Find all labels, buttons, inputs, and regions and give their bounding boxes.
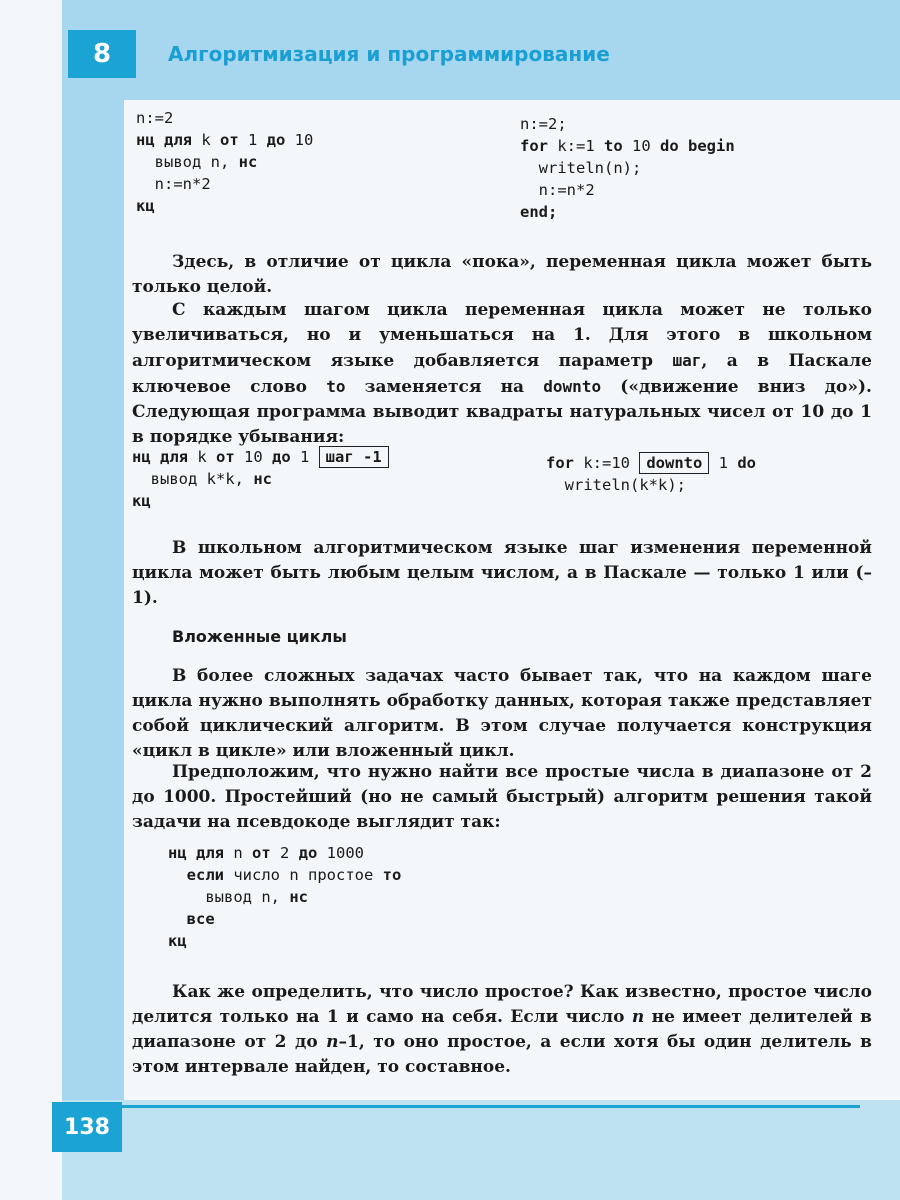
code-text: k:=10 (574, 454, 640, 472)
code-text: 10 (285, 131, 314, 149)
code-block-2-algorithmic (132, 446, 389, 512)
chapter-title: Алгоритмизация и программирование (168, 42, 610, 66)
chapter-number: 8 (68, 30, 136, 78)
keyword-to: to (326, 377, 346, 396)
footer-band (62, 1100, 900, 1200)
code-text: 1 (709, 454, 738, 472)
code-line: writeln(n); (520, 159, 642, 177)
paragraph-6: Как же определить, что число простое? Как известно, простое число делится только на 1 и само на себя. Если число n не имеет делителей в диапазоне от 2 до n–1, то оно простое, а если хотя бы один делитель в этом интервале найден, то составное. (132, 982, 872, 1077)
code-keyword: end; (520, 203, 558, 221)
keyword-shag: шаг (672, 351, 702, 370)
paragraph-5: Предположим, что нужно найти все простые числа в диапазоне от 2 до 1000. Простейший (но не самый быстрый) алгоритм решения такой задачи на псевдокоде выглядит так: (132, 762, 872, 832)
code-line: n:=2 (136, 109, 174, 127)
code-keyword: нс (253, 470, 272, 488)
code-text: 1000 (317, 844, 365, 862)
code-text: k (188, 448, 216, 466)
step-box: шаг -1 (319, 446, 389, 468)
code-block-1-pascal (520, 113, 735, 223)
code-text: вывод n, (136, 153, 239, 171)
variable-n: n (631, 1007, 645, 1027)
code-keyword: от (252, 844, 271, 862)
code-keyword: кц (132, 492, 151, 510)
code-text: вывод n, (168, 888, 290, 906)
code-keyword: for (520, 137, 548, 155)
paragraph-2: С каждым шагом цикла переменная цикла может не только увеличиваться, но и уменьшаться на 1. Для этого в школьном алгоритмическом языке добавляется параметр шаг, а в Паскале ключевое слово to заменяется на downto («движение вниз до»). Следующая программа выводит квадраты натуральных чисел от 10 до 1 в порядке убывания: (132, 300, 872, 447)
code-keyword: нц для (136, 131, 192, 149)
code-block-1-algorithmic (136, 107, 313, 217)
code-keyword: do (737, 454, 756, 472)
code-keyword: от (216, 448, 235, 466)
code-keyword: то (382, 866, 402, 884)
code-keyword: если (168, 866, 224, 884)
code-text: 1 (238, 131, 267, 149)
code-text: 1 (290, 448, 319, 466)
code-text: вывод k*k, (132, 470, 254, 488)
term-nested-loop: вложенный цикл (335, 741, 509, 761)
page-number: 138 (52, 1102, 122, 1152)
code-line: n:=n*2 (136, 175, 211, 193)
code-text: 10 (622, 137, 660, 155)
code-text: k (192, 131, 220, 149)
code-keyword: до (298, 844, 318, 862)
paragraph-3: В школьном алгоритмическом языке шаг изменения переменной цикла может быть любым целым числом, а в Паскале — только 1 или (–1). (132, 538, 872, 608)
code-keyword: нс (289, 888, 308, 906)
code-keyword: for (546, 454, 574, 472)
paragraph-4: В более сложных задачах часто бывает так, что на каждом шаге цикла нужно выполнять обработку данных, которая также представляет собой циклический алгоритм. В этом случае получается конструкция «цикл в цикле» или вложенный цикл. (132, 666, 872, 761)
code-keyword: кц (136, 197, 155, 215)
code-text: 2 (270, 844, 299, 862)
code-block-2-pascal (546, 452, 756, 496)
code-keyword: кц (168, 932, 187, 950)
paragraph-1: Здесь, в отличие от цикла «пока», переменная цикла может быть только целой. (132, 252, 872, 297)
code-text: число n простое (224, 866, 383, 884)
code-line: n:=n*2 (520, 181, 595, 199)
code-block-3 (168, 842, 401, 952)
code-keyword: до (266, 131, 286, 149)
keyword-downto: downto (543, 377, 602, 396)
code-keyword: от (220, 131, 239, 149)
code-text: k:=1 (548, 137, 604, 155)
code-keyword: do begin (660, 137, 735, 155)
code-line: n:=2; (520, 115, 567, 133)
variable-n: n (326, 1032, 339, 1052)
code-keyword: to (604, 137, 623, 155)
downto-box: downto (639, 452, 709, 474)
side-band (62, 100, 124, 1100)
section-heading: Вложенные циклы (172, 627, 347, 646)
footer-rule (120, 1105, 860, 1108)
code-keyword: нц для (168, 844, 224, 862)
code-line: writeln(k*k); (546, 476, 686, 494)
code-keyword: нс (238, 153, 258, 171)
code-text: 10 (234, 448, 272, 466)
code-text: n (224, 844, 252, 862)
code-keyword: нц для (132, 448, 188, 466)
code-keyword: все (168, 910, 215, 928)
code-keyword: до (272, 448, 291, 466)
